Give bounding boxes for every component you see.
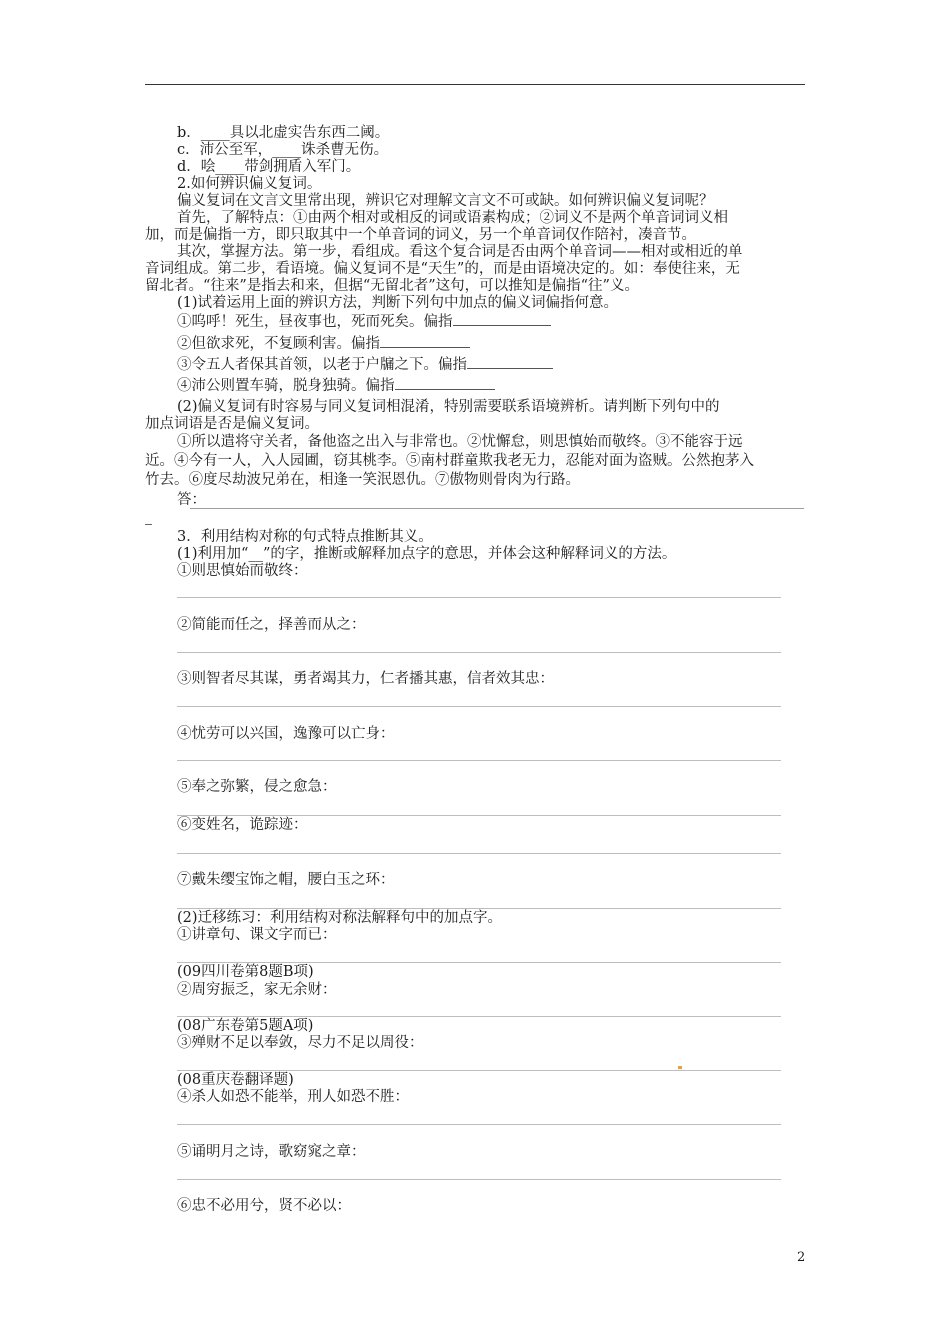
paragraph-features-1: 首先，了解特点：①由两个相对或相反的词或语素构成；②词义不是两个单音词词义相 xyxy=(177,210,728,226)
paragraph-method-3: 留北者。“往来”是指去和来，但据“无留北者”这句，可以推知是偏指“往”义。 xyxy=(145,278,639,294)
transfer-item-4: ④杀人如恐不能举，刑人如恐不胜： xyxy=(177,1089,409,1105)
question-2-sentences-1: ①所以遣将守关者，备他盗之出入与非常也。②忧懈怠，则思慎始而敬终。③不能容于远 xyxy=(177,434,743,450)
section-3-item-5: ⑤奉之弥繁，侵之愈急： xyxy=(177,779,337,795)
answer-line[interactable] xyxy=(177,853,781,854)
paragraph-method-2: 音词组成。第二步，看语境。偏义复词不是“天生”的，而是由语境决定的。如：奉使往来，无 xyxy=(145,261,740,277)
answer-line[interactable] xyxy=(177,1124,781,1125)
question-2-prompt-1: (2)偏义复词有时容易与同义复词相混淆，特别需要联系语境辨析。请判断下列句中的 xyxy=(177,399,720,415)
transfer-item-6: ⑥忠不必用兮，贤不必以： xyxy=(177,1198,351,1214)
page-number: 2 xyxy=(797,1250,806,1265)
option-d: d．哙____带剑拥盾入军门。 xyxy=(177,159,361,175)
header-rule xyxy=(145,84,805,85)
section-3-item-3: ③则智者尽其谋，勇者竭其力，仁者播其惠，信者效其忠： xyxy=(177,671,554,687)
answer-line[interactable] xyxy=(190,508,804,509)
section-3-title: 3．利用结构对称的句式特点推断其义。 xyxy=(177,529,433,545)
section-3-question-2: (2)迁移练习：利用结构对称法解释句中的加点字。 xyxy=(177,910,503,926)
answer-line[interactable] xyxy=(177,706,781,707)
question-1-item-3: ③令五人者保其首领，以老于户牖之下。偏指 xyxy=(177,356,553,374)
answer-line[interactable] xyxy=(177,760,781,761)
section-2-title: 2.如何辨识偏义复词。 xyxy=(177,176,322,192)
transfer-item-3: ③殚财不足以奉敛，尽力不足以周役： xyxy=(177,1035,424,1051)
section-3-item-4: ④忧劳可以兴国，逸豫可以亡身： xyxy=(177,726,395,742)
answer-line[interactable] xyxy=(177,652,781,653)
transfer-source-3: (08重庆卷翻译题) xyxy=(177,1072,294,1088)
question-1-item-1: ①呜呼！死生，昼夜事也，死而死矣。偏指 xyxy=(177,313,551,331)
question-2-sentences-2: 近。④今有一人，入人园圃，窃其桃李。⑤南村群童欺我老无力，忍能对面为盗贼。公然抱茅入 xyxy=(145,453,754,469)
question-1-item-2: ②但欲求死，不复顾利害。偏指 xyxy=(177,335,470,353)
paragraph-method-1: 其次，掌握方法。第一步，看组成。看这个复合词是否由两个单音词——相对或相近的单 xyxy=(177,244,743,260)
section-3-item-6: ⑥变姓名，诡踪迹： xyxy=(177,817,308,833)
option-b: b．____具以北虚实告东西二阈。 xyxy=(177,125,390,141)
question-2-sentences-3: 竹去。⑥度尽劫波兄弟在，相逢一笑泯恩仇。⑦傲物则骨肉为行路。 xyxy=(145,472,580,488)
answer-line[interactable] xyxy=(177,1179,781,1180)
section-3-item-1: ①则思慎始而敬终： xyxy=(177,563,308,579)
transfer-source-2: (08广东卷第5题A项) xyxy=(177,1018,314,1034)
question-2-prompt-2: 加点词语是否是偏义复词。 xyxy=(145,416,319,432)
transfer-item-5: ⑤诵明月之诗，歌窈窕之章： xyxy=(177,1144,366,1160)
paragraph-features-2: 加，而是偏指一方，即只取其中一个单音词的词义，另一个单音词仅作陪衬，凑音节。 xyxy=(145,227,696,243)
transfer-item-1: ①讲章句、课文字而已： xyxy=(177,927,337,943)
margin-dash xyxy=(145,524,152,525)
cursor-mark xyxy=(678,1066,682,1069)
transfer-source-1: (09四川卷第8题B项) xyxy=(177,964,314,980)
answer-label: 答： xyxy=(177,492,206,508)
question-1-prompt: (1)试着运用上面的辨识方法，判断下列句中加点的偏义词偏指何意。 xyxy=(177,295,619,311)
section-3-item-7: ⑦戴朱缨宝饰之帽，腰白玉之环： xyxy=(177,872,395,888)
question-1-item-4: ④沛公则置车骑，脱身独骑。偏指 xyxy=(177,377,495,395)
section-3-question-1: (1)利用加“__”的字，推断或解释加点字的意思，并体会这种解释词义的方法。 xyxy=(177,546,677,562)
answer-line[interactable] xyxy=(177,597,781,598)
option-c: c．沛公至军，____诛杀曹无伤。 xyxy=(177,142,389,158)
paragraph-intro: 偏义复词在文言文里常出现，辨识它对理解文言文不可或缺。如何辨识偏义复词呢？ xyxy=(177,193,714,209)
section-3-item-2: ②简能而任之，择善而从之： xyxy=(177,617,366,633)
transfer-item-2: ②周穷振乏，家无余财： xyxy=(177,982,337,998)
